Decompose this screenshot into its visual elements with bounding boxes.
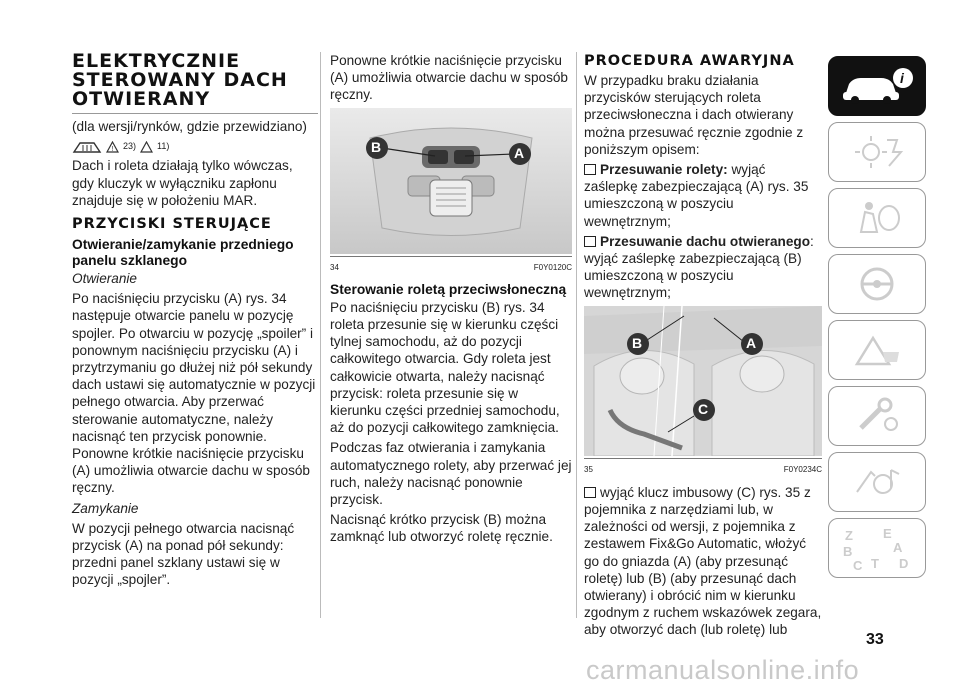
callout-label-b: B: [371, 138, 382, 155]
figure-35: [584, 306, 822, 456]
svg-text:i: i: [900, 70, 904, 86]
index-letters-icon: [837, 524, 917, 572]
callout-label-a: A: [514, 144, 525, 161]
subsection-title: PRZYCISKI STERUJĄCE: [72, 216, 272, 233]
figure-number: 35: [584, 464, 593, 474]
tab-index[interactable]: [828, 518, 926, 578]
tab-maintenance[interactable]: [828, 386, 926, 446]
index-letter: B: [843, 544, 853, 559]
bullet-item: Przesuwanie rolety: wyjąć zaślepkę zabezpieczającą (A) rys. 35 umieszczoną w poszyciu wewnętrznym;: [584, 162, 809, 229]
index-letter: E: [883, 526, 892, 541]
steering-wheel-icon: [847, 264, 907, 304]
body-text: Ponowne krótkie naciśnięcie przycisku (A) umożliwia otwarcie dachu w sposób ręczny.: [330, 53, 568, 103]
tab-emergency[interactable]: [828, 320, 926, 380]
service-wrench-icon: [847, 396, 907, 436]
index-letter: T: [871, 556, 879, 571]
section-title: ELEKTRYCZNIE STEROWANY DACH OTWIERANY: [72, 52, 318, 114]
body-text: W pozycji pełnego otwarcia nacisnąć przycisk (A) na ponad pół sekundy: przedni panel szklany ustawi się w pozycji „spojler”.: [72, 520, 295, 588]
index-letter: D: [899, 556, 909, 571]
tab-dashboard[interactable]: [828, 122, 926, 182]
tab-safety[interactable]: [828, 188, 926, 248]
figure-caption: [584, 458, 822, 478]
figure-34: [330, 108, 572, 254]
car-info-icon: [837, 66, 917, 106]
figure-number: 34: [330, 262, 339, 272]
column-1: [72, 52, 318, 592]
bullet-item: Przesuwanie dachu otwieranego: wyjąć zaślepkę zabezpieczającą (B) umieszczoną w poszyciu wewnętrznym;: [584, 233, 814, 301]
intro-text: (dla wersji/rynków, gdzie przewidziano): [72, 119, 307, 134]
subheading: Otwieranie/zamykanie przedniego panelu szklanego: [72, 237, 294, 269]
warning-triangle-icon: [106, 141, 119, 153]
bullet-item: wyjąć klucz imbusowy (C) rys. 35 z pojemnika z narzędziami lub, w zależności od wersji, z pojemnika z zestawem Fix&Go Automatic, włożyć go do gniazda (A) (aby przesunąć roletę) lub (B) (aby przesunąć dach otwierany) i obrócić nim w kierunku zgodnym z ruchem wskazówek zegara, aby otworzyć dach (lub roletę) lub: [584, 484, 822, 638]
rear-interior-image: [584, 306, 822, 456]
index-letter: C: [853, 558, 863, 572]
body-text: Podczas faz otwierania i zamykania automatycznego rolety, aby przerwać jej ruch, należy nacisnąć ponownie przycisk.: [330, 440, 572, 508]
tab-multimedia[interactable]: [828, 452, 926, 512]
chapter-tabs: [828, 56, 928, 584]
callout-label-c: C: [698, 400, 709, 417]
svg-text:!: !: [111, 145, 114, 153]
index-letter: A: [893, 540, 903, 555]
page-number: 33: [866, 631, 884, 648]
body-text: W przypadku braku działania przycisków sterujących roleta przeciwsłoneczna i dach otwierany można przesuwać ręcznie zgodnie z poniższym opisem:: [584, 73, 804, 157]
column-divider: [576, 52, 577, 618]
dashboard-lights-icon: [847, 132, 907, 172]
column-2: [330, 52, 572, 549]
checkbox-bullet-icon: [584, 164, 596, 175]
warning-references: [72, 138, 318, 155]
roof-console-image: [330, 108, 572, 254]
subheading: Sterowanie roletą przeciwsłoneczną: [330, 281, 567, 297]
multimedia-icon: [847, 462, 907, 502]
checkbox-bullet-icon: [584, 236, 596, 247]
warning-ref: 23): [123, 141, 137, 152]
tab-driving[interactable]: [828, 254, 926, 314]
index-letter: Z: [845, 528, 853, 543]
tab-car-info[interactable]: [828, 56, 926, 116]
checkbox-bullet-icon: [584, 487, 596, 498]
subsection-title: PROCEDURA AWARYJNA: [584, 53, 795, 69]
watermark: carmanualsonline.info: [586, 655, 860, 685]
sunroof-icon: [72, 140, 102, 154]
figure-code: F0Y0234C: [783, 464, 822, 474]
body-text: Dach i roleta działają tylko wówczas, gdy kluczyk w wyłączniku zapłonu znajduje się w położeniu MAR.: [72, 158, 293, 208]
body-text: Po naciśnięciu przycisku (A) rys. 34 następuje otwarcie panelu w pozycję spojler. Po otwarciu w pozycję „spoiler” i ponownym naciśnięciu przycisku (A) i przytrzymaniu go dłużej niż pół sekundy dach ustawi się automatycznie w pozycji pełnego otwarcia. Aby przerwać sterowanie automatyczne, należy nacisnąć ten przycisk ponownie. Ponowne krótkie naciśnięcie przycisku (A) umożliwia otwarcie dachu w sposób ręczny.: [72, 291, 316, 496]
italic-heading: Otwieranie: [72, 271, 137, 287]
caution-hand-icon: [140, 141, 153, 153]
body-text: Po naciśnięciu przycisku (B) rys. 34 roleta przesunie się w kierunku części tylnej samochodu, aż do pozycji całkowitego otwarcia. Gdy roleta jest całkowicie otwarta, należy nacisnąć przycisk: roleta przesunie się w kierunku części przedniej samochodu, aż do pozycji całkowitego zamknięcia.: [330, 299, 560, 436]
body-text: Nacisnąć krótko przycisk (B) można zamknąć lub otworzyć roletę ręcznie.: [330, 512, 553, 545]
callout-label-b: B: [632, 334, 643, 351]
callout-label-a: A: [746, 334, 757, 351]
column-divider: [320, 52, 321, 618]
figure-code: F0Y0120C: [533, 262, 572, 272]
caution-ref: 11): [157, 141, 170, 152]
safety-airbag-icon: [847, 198, 907, 238]
column-3: [584, 52, 822, 642]
figure-caption: [330, 256, 572, 276]
italic-heading: Zamykanie: [72, 500, 139, 516]
warning-breakdown-icon: [847, 330, 907, 370]
